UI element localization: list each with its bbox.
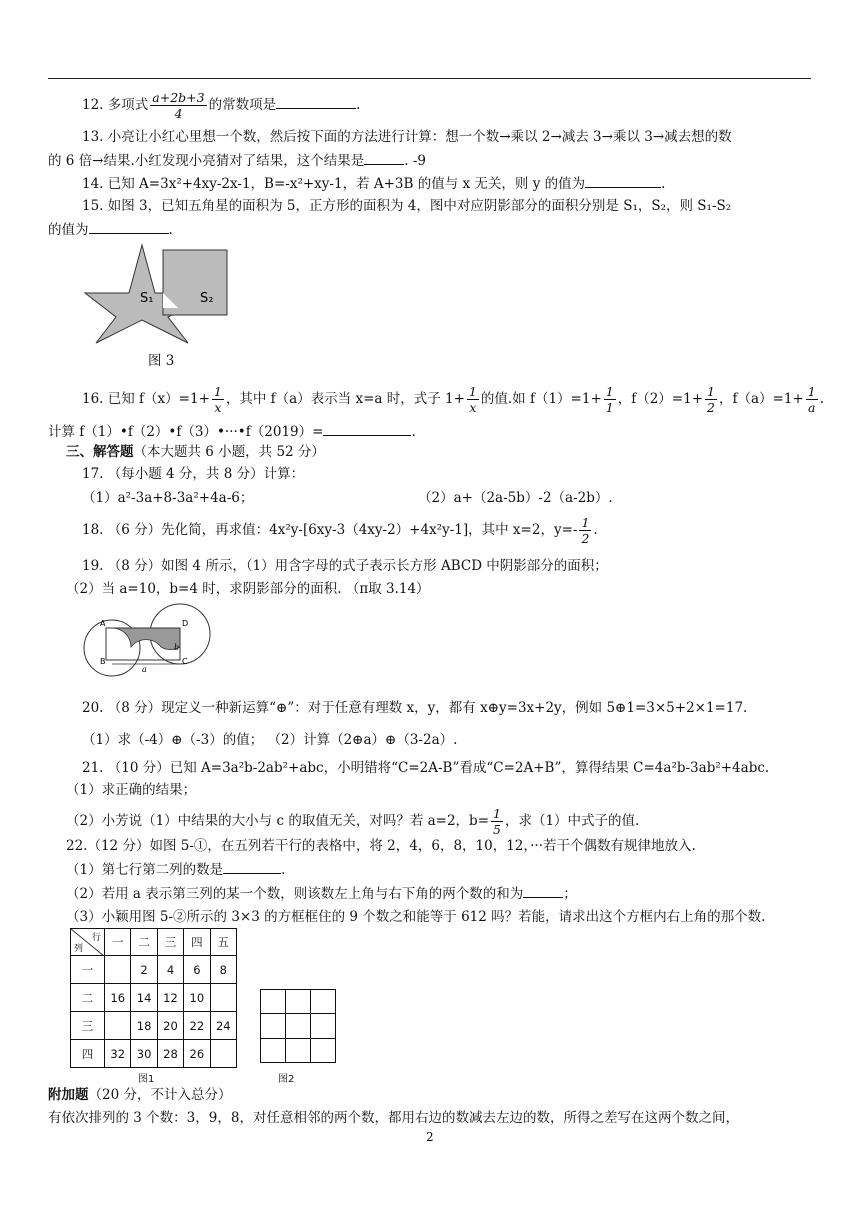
figure-5-1-caption: 图1 — [138, 1074, 155, 1085]
question-17-part1: （1）a²-3a+8-3a²+4a-6； — [82, 490, 254, 506]
figure-3-star-square — [82, 240, 242, 350]
table-corner: 行 列 — [71, 929, 105, 956]
question-12: 12. 多项式 $\frac{a+2b+3}{4}$ 的常数项是 . — [82, 90, 361, 121]
question-13-line1: 13. 小亮让小红心里想一个数，然后按下面的方法进行计算：想一个数→乘以 2→减去 3→乘以 3→减去想的数 — [82, 129, 732, 145]
svg-text:a: a — [142, 665, 147, 674]
question-19-line1: 19. （8 分）如图 4 所示，（1）用含字母的式子表示长方形 ABCD 中阴影部分的面积； — [82, 558, 608, 574]
question-16-line2: 计算 f（1）•f（2）•f（3）•···•f（2019）= . — [48, 424, 416, 440]
answer-blank — [89, 220, 169, 234]
svg-text:D: D — [182, 619, 189, 628]
svg-text:b: b — [174, 643, 180, 652]
svg-text:C: C — [182, 657, 188, 666]
question-21-line2: （1）求正确的结果； — [66, 782, 197, 798]
svg-text:B: B — [100, 657, 106, 666]
question-15-line2: 的值为 . — [48, 222, 173, 238]
answer-blank — [523, 884, 563, 898]
figure-4-rectangle-circles — [82, 602, 222, 682]
question-20-line2: （1）求（-4）⊕（-3）的值； （2）计算（2⊕a）⊕（3-2a）. — [82, 732, 458, 748]
page-number: 2 — [426, 1130, 434, 1144]
column-header: 四 — [184, 929, 210, 956]
question-14: 14. 已知 A=3x²+4xy-2x-1，B=-x²+xy-1，若 A+3B 的值与 x 无关，则 y 的值为 . — [82, 176, 666, 192]
figure-5-2-caption: 图2 — [278, 1074, 295, 1085]
question-17-title: 17. （每小题 4 分，共 8 分）计算： — [82, 466, 305, 482]
column-header: 二 — [131, 929, 157, 956]
extra-heading: 附加题（20 分，不计入总分） — [48, 1087, 232, 1103]
question-17-part2: （2）a+（2a-5b）-2（a-2b）. — [418, 490, 613, 506]
question-21-line1: 21. （10 分）已知 A=3a²b-2ab²+abc，小明错将“C=2A-B”看成“C=2A+B”，算得结果 C=4a²b-3ab²+4abc. — [82, 760, 770, 776]
fraction: $\frac{a+2b+3}{4}$ — [152, 90, 205, 121]
table-row: 二 16 14 12 10 — [71, 984, 237, 1012]
answer-blank — [276, 95, 356, 109]
svg-text:A: A — [100, 619, 106, 628]
column-header: 一 — [105, 929, 131, 956]
figure-5-2-grid — [260, 989, 336, 1063]
column-header: 三 — [157, 929, 183, 956]
question-21-line3: （2）小芳说（1）中结果的大小与 c 的取值无关，对吗？若 a=2，b= $\frac{1}{5}$ ，求（1）中式子的值. — [66, 806, 640, 837]
table-row: 一 2 4 6 8 — [71, 956, 237, 984]
section-3-heading: 三、解答题（本大题共 6 小题，共 52 分） — [66, 444, 325, 460]
figure-3-caption: 图 3 — [148, 353, 175, 369]
answer-blank — [223, 860, 281, 874]
question-19-line2: （2）当 a=10，b=4 时，求阴影部分的面积. （π取 3.14） — [66, 581, 430, 597]
question-16-line1: 16. 已知 f（x）=1+ $\frac{1}{x}$ ，其中 f（a）表示当 x=a 时，式子 1+ $\frac{1}{x}$ 的值.如 f（1）=1+ $\frac{1}{1}$ ，f（2）=1+ $\frac{1}{2}$ ，f（a）=1+ $\frac{1}{a}$ . — [82, 384, 824, 415]
extra-line1: 有依次排列的 3 个数：3，9，8，对任意相邻的两个数，都用右边的数减去左边的数，所得之差写在这两个数之间， — [48, 1110, 739, 1126]
answer-blank — [323, 422, 411, 436]
question-15-line1: 15. 如图 3，已知五角星的面积为 5，正方形的面积为 4，图中对应阴影部分的面积分别是 S₁，S₂，则 S₁-S₂ — [82, 198, 732, 214]
question-22-line3: （2）若用 a 表示第三列的某一个数，则该数左上角与右下角的两个数的和为 ； — [66, 886, 577, 902]
label-s2: S₂ — [200, 291, 214, 306]
header-rule — [48, 78, 811, 79]
table-row: 四 32 30 28 26 — [71, 1040, 237, 1068]
label-s1: S₁ — [140, 291, 154, 306]
question-22-line4: （3）小颖用图 5-②所示的 3×3 的方框框住的 9 个数之和能等于 612 吗？若能，请求出这个方框内右上角的那个数. — [66, 909, 766, 925]
answer-blank — [364, 151, 404, 165]
table-row: 三 18 20 22 24 — [71, 1012, 237, 1040]
question-13-line2: 的 6 倍→结果.小红发现小亮猜对了结果，这个结果是 . -9 — [48, 153, 427, 169]
shaded-region — [112, 628, 180, 650]
question-18: 18. （6 分）先化简，再求值：4x²y-[6xy-3（4xy-2）+4x²y-1]，其中 x=2，y=- $\frac{1}{2}$ . — [82, 515, 598, 546]
question-22-line2: （1）第七行第二列的数是 . — [66, 862, 286, 878]
figure-5-1-number-table — [70, 928, 237, 1068]
column-header: 五 — [210, 929, 236, 956]
question-20-line1: 20. （8 分）现定义一种新运算“⊕”：对于任意有理数 x，y，都有 x⊕y=3x+2y，例如 5⊕1=3×5+2×1=17. — [82, 700, 748, 716]
question-22-line1: 22.（12 分）如图 5-①，在五列若干行的表格中，将 2，4，6，8，10，12，···若干个偶数有规律地放入. — [66, 838, 696, 854]
answer-blank — [585, 174, 661, 188]
